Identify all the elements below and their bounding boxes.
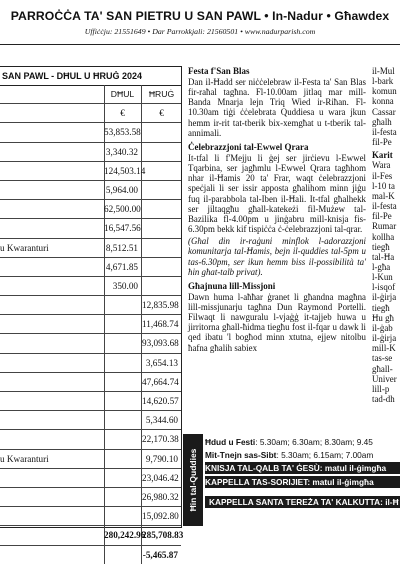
currency-income: € bbox=[104, 104, 142, 122]
right-column-line: tiegħ bbox=[372, 241, 390, 252]
finance-row-income: 5,964.00 bbox=[104, 181, 142, 199]
finance-row bbox=[0, 219, 181, 238]
right-column-line: il-ġirja bbox=[372, 333, 397, 344]
finance-row-expense: 14,620.57 bbox=[142, 396, 179, 406]
finance-row-income bbox=[104, 354, 142, 372]
right-column-line: l-isqof bbox=[372, 282, 396, 293]
finance-row-income bbox=[104, 469, 142, 487]
right-column-line: kollha bbox=[372, 231, 395, 242]
finance-table bbox=[0, 66, 184, 560]
finance-row bbox=[0, 277, 181, 296]
section-body-missjoni: Dawn huma l-aħħar ġranet li għandna magħna lill-missjunarju tagħna Dun Raymond Portelli. Filwaqt li nawguralu l-vjaġġ it-tajjeb huwa u jirritorna għall-ħidma tiegħu fost il-fqar u dawk li qed ibatu 'l bogħod minn xtutna, ejjew nitolbu ħafna għalih sabiex bbox=[188, 291, 366, 353]
right-column-line: Cassar bbox=[372, 106, 396, 117]
mass-row-weekdays: Mit-Tnejn sas-Sibt: 5.30am; 6.15am; 7.00am bbox=[205, 450, 374, 460]
right-column-line: il-Mul bbox=[372, 66, 395, 76]
finance-row-label bbox=[0, 334, 105, 352]
finance-row-expense: 93,093.68 bbox=[142, 338, 179, 349]
finance-row bbox=[0, 296, 181, 315]
right-column-line: tal-Ħa bbox=[372, 251, 395, 262]
finance-row-expense: 23,046.42 bbox=[142, 472, 179, 483]
finance-row bbox=[0, 258, 181, 277]
finance-row-expense: 22,170.38 bbox=[142, 434, 179, 445]
finance-row-label bbox=[0, 277, 105, 295]
finance-row-expense bbox=[142, 277, 181, 295]
finance-row-label bbox=[0, 143, 105, 161]
finance-row-income: 53,853.58 bbox=[104, 123, 142, 141]
finance-row-label bbox=[0, 373, 105, 391]
finance-row-expense bbox=[142, 123, 181, 141]
finance-row-income bbox=[104, 430, 142, 448]
finance-row-expense bbox=[142, 200, 181, 218]
finance-title: SAN PAWL - DĦUL U ĦRUĠ 2024 bbox=[0, 67, 181, 86]
finance-row bbox=[0, 143, 181, 162]
finance-row-expense bbox=[142, 143, 181, 161]
finance-row-label bbox=[0, 392, 105, 410]
finance-row bbox=[0, 469, 181, 488]
right-column-line: l-Kun bbox=[372, 272, 393, 283]
finance-row-income bbox=[104, 411, 142, 429]
page-header bbox=[0, 0, 400, 44]
right-column-line: il-festa bbox=[372, 126, 397, 137]
finance-row-label bbox=[0, 181, 105, 199]
right-column-line: l-għa bbox=[372, 261, 391, 272]
right-column-line: tas-se bbox=[372, 353, 393, 364]
finance-row-expense bbox=[142, 219, 181, 237]
finance-row bbox=[0, 430, 181, 449]
right-column-line: tad-dh bbox=[372, 394, 395, 404]
finance-row bbox=[0, 411, 181, 430]
header-divider bbox=[0, 44, 400, 45]
section-title-qrara: Ċelebrazzjoni tal-Ewwel Qrara bbox=[188, 141, 309, 152]
finance-balance-row bbox=[0, 546, 181, 564]
finance-row-income: 16,547.56 bbox=[104, 219, 142, 237]
finance-row bbox=[0, 200, 181, 219]
right-column-section: Karit bbox=[372, 150, 393, 161]
finance-row bbox=[0, 334, 181, 353]
right-column-line: mal-K bbox=[372, 190, 395, 201]
finance-row-expense: 15,092.80 bbox=[142, 511, 179, 522]
finance-row-label bbox=[0, 162, 105, 180]
right-column-line: għall- bbox=[372, 363, 393, 374]
finance-row-income bbox=[104, 392, 142, 410]
finance-row-expense: 26,980.32 bbox=[142, 491, 179, 502]
finance-currency-row bbox=[0, 104, 181, 123]
right-column-line: Univer bbox=[372, 373, 397, 384]
total-expense: 285,708.83 bbox=[142, 530, 184, 541]
right-column-line: l-10 ta bbox=[372, 180, 395, 191]
finance-row bbox=[0, 123, 181, 142]
right-column-line: il-ġab bbox=[372, 322, 393, 333]
finance-row-label bbox=[0, 430, 105, 448]
finance-row-expense bbox=[142, 162, 181, 180]
finance-row bbox=[0, 488, 181, 507]
finance-row bbox=[0, 162, 181, 181]
finance-row-label bbox=[0, 411, 105, 429]
finance-row-income bbox=[104, 507, 142, 525]
right-column-line: komun bbox=[372, 86, 397, 97]
finance-row-income bbox=[104, 488, 142, 506]
finance-total-row bbox=[0, 526, 184, 545]
right-column-line: il-ġirja bbox=[372, 292, 397, 303]
column-expense: ĦRUĠ bbox=[148, 89, 175, 99]
finance-row-label bbox=[0, 315, 105, 333]
finance-row bbox=[0, 373, 181, 392]
mass-row-tereza: KAPPELLA SANTA TEREŻA TA' KALKUTTA: il-Ħ bbox=[205, 496, 400, 508]
finance-row bbox=[0, 507, 181, 526]
right-column-line: il-festa bbox=[372, 201, 397, 212]
right-column-line: fil-Pe bbox=[372, 211, 392, 222]
mass-row-qalb: KNISJA TAL-QALB TA' ĠESÙ: matul il-ġimgħa bbox=[205, 462, 400, 474]
right-column-line: lill-p bbox=[372, 383, 390, 394]
finance-row-income bbox=[104, 373, 142, 391]
right-column bbox=[372, 66, 400, 404]
section-title-missjoni: Għajnuna lill-Missjoni bbox=[188, 280, 276, 291]
section-body-festa: Dan il-Ħadd ser niċċelebraw il-Festa ta' San Blas fir-raħal tagħna. Fl-10.00am jitlaq mar mill-Banda Mnarja lejn Triq Wied ir-Riħan. Fl-10.30am tiġi ċċelebrata Quddiesa u wara jkun hemm ir-rit tat-tberik bix-xemgħat u t-tberik tal-annimali. bbox=[188, 77, 366, 138]
finance-row-label bbox=[0, 488, 105, 506]
finance-grid bbox=[0, 85, 184, 564]
finance-row-expense: 3,654.13 bbox=[145, 357, 178, 368]
finance-row-income bbox=[104, 296, 142, 314]
finance-row bbox=[0, 450, 181, 469]
mass-row-sorijiet: KAPPELLA TAS-SORIJIET: matul il-ġimgħa bbox=[205, 476, 400, 488]
right-column-line: Ħu għ bbox=[372, 312, 394, 323]
section-body-qrara: It-tfal li f'Mejju li ġej ser jirċievu l-Ewwel Tqarbina, ser jagħmlu l-Ewwel Qrara tagħhom nhar il-Ħamis 20 ta' Frar, waqt ċelebrazzjoni speċjali li ser issir apposta għalihom minn jiġu fuq il-parabbola tal-Iben il-Ħali. It-tfal għalhekk ser jiltaqgħu għall-katekeżi fil-Mużew tal-Bazilika fl-4.00pm u jinġabru mill-knisja fis-6.30pm bekk kif tispiċċa ċ-ċelebrazzjoni tal-qrar. bbox=[188, 152, 366, 235]
right-column-line: l-bark bbox=[372, 76, 394, 87]
finance-row-label bbox=[0, 354, 105, 372]
right-column-line: tiegħ bbox=[372, 302, 390, 313]
finance-row bbox=[0, 392, 181, 411]
finance-row-income bbox=[104, 315, 142, 333]
finance-row-income: 4,671.85 bbox=[104, 258, 142, 276]
section-title-festa: Festa f'San Blas bbox=[188, 66, 250, 76]
finance-row-expense bbox=[142, 239, 181, 257]
right-column-line: għalh bbox=[372, 116, 392, 127]
right-column-line: fil-Pe bbox=[372, 137, 392, 148]
finance-row-income: 8,512.51 bbox=[104, 239, 142, 257]
article-column bbox=[188, 66, 366, 355]
finance-row-expense: 9,790.10 bbox=[145, 453, 178, 464]
finance-row-label bbox=[0, 219, 105, 237]
parish-title: PARROĊĊA TA' SAN PIETRU U SAN PAWL • In-Nadur • Għawdex bbox=[10, 9, 390, 23]
parish-contact: Uffiċċju: 21551649 • Dar Parrokkjali: 21560501 • www.nadurparish.com bbox=[84, 27, 316, 36]
finance-row-label bbox=[0, 258, 105, 276]
finance-row-label bbox=[0, 123, 105, 141]
right-column-line: Rumar bbox=[372, 221, 397, 232]
finance-row-label: u Kwaranturi bbox=[0, 450, 105, 468]
finance-row-expense: 11,468.74 bbox=[142, 319, 179, 330]
finance-row-label bbox=[0, 200, 105, 218]
right-column-line: mill-K bbox=[372, 343, 396, 354]
right-column-line: il-Fes bbox=[372, 170, 393, 181]
mass-times-label: Ħin tal-Quddies bbox=[183, 434, 203, 526]
finance-row bbox=[0, 181, 181, 200]
mass-row-sundays: Ħdud u Festi: 5.30am; 6.30am; 8.30am; 9.45 bbox=[205, 437, 373, 447]
finance-row bbox=[0, 315, 181, 334]
finance-row-label bbox=[0, 507, 105, 525]
finance-row-expense: 47,664.74 bbox=[142, 376, 179, 387]
total-income: 280,242.96 bbox=[104, 526, 142, 544]
finance-header-row bbox=[0, 85, 181, 104]
currency-expense: € bbox=[159, 108, 164, 119]
right-column-line: Wara bbox=[372, 160, 391, 171]
section-note-qrara: (Għal din ir-raġuni minflok l-adorazzjoni komunitarja tal-Ħamis, bejn il-quddies tal-5pm u tas-6.30pm, ser ikun hemm biss il-possibilità ta' ħin għat-talb privat). bbox=[188, 236, 366, 277]
finance-row-expense bbox=[142, 258, 181, 276]
finance-row-income: 124,503.14 bbox=[104, 162, 142, 180]
finance-row-income bbox=[104, 450, 142, 468]
finance-row-income: 350.00 bbox=[104, 277, 142, 295]
column-income: DĦUL bbox=[104, 85, 142, 103]
balance: -5,465.87 bbox=[142, 549, 178, 560]
finance-row-income: 3,340.32 bbox=[104, 143, 142, 161]
finance-row-label: u Kwaranturi bbox=[0, 239, 105, 257]
finance-row-income: 62,500.00 bbox=[104, 200, 142, 218]
finance-row-label bbox=[0, 469, 105, 487]
finance-row bbox=[0, 354, 181, 373]
finance-row-expense bbox=[142, 181, 181, 199]
finance-row-label bbox=[0, 296, 105, 314]
finance-row-expense: 12,835.98 bbox=[142, 300, 179, 311]
finance-row bbox=[0, 239, 181, 258]
finance-row-expense: 5,344.60 bbox=[145, 415, 178, 426]
right-column-line: konna bbox=[372, 96, 394, 107]
finance-row-income bbox=[104, 334, 142, 352]
